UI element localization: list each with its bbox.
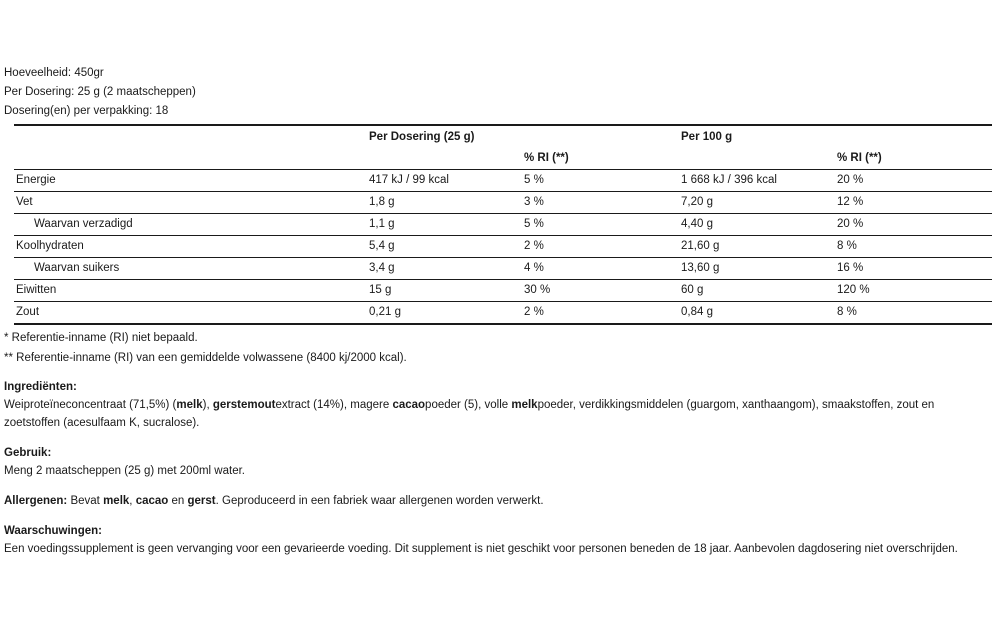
per100-ri: 20 % [835,214,992,236]
dose-ri: 4 % [522,258,679,280]
per100-ri: 12 % [835,192,992,214]
header-per-dose: Per Dosering (25 g) [367,125,679,148]
table-row [14,280,992,302]
table-row [14,236,992,258]
nutrient-name: Vet [14,192,367,214]
ingredients-title: Ingrediënten: [4,381,77,393]
per100-value: 4,40 g [679,214,835,236]
footnote-ri-reference: ** Referentie-inname (RI) van een gemiddelde volwassene (8400 kj/2000 kcal). [4,352,407,364]
quantity-line: Hoeveelheid: 450gr [4,67,104,79]
ingredients-text: Weiproteïneconcentraat (71,5%) (melk), gerstemoutextract (14%), magere cacaopoeder (5), volle melkpoeder, verdikkingsmiddelen (guargom, xanthaangom), smaakstoffen, zout en zoetstoffen (acesulfaam K, sucralose). [4,399,935,429]
header-dose-ri: % RI (**) [522,148,679,170]
allergens-title: Allergenen: [4,495,68,507]
nutrient-name: Waarvan verzadigd [14,214,367,236]
footnote-ri-not-set: * Referentie-inname (RI) niet bepaald. [4,332,198,344]
dose-value: 1,8 g [367,192,522,214]
table-subheader-row [14,148,992,170]
dose-value: 0,21 g [367,302,522,325]
table-row [14,258,992,280]
header-per100-ri: % RI (**) [835,148,992,170]
dose-ri: 3 % [522,192,679,214]
per100-ri: 120 % [835,280,992,302]
header-per-100: Per 100 g [679,125,992,148]
nutrient-name: Koolhydraten [14,236,367,258]
usage-title: Gebruik: [4,447,52,459]
dose-ri: 30 % [522,280,679,302]
per100-ri: 8 % [835,302,992,325]
table-row [14,302,992,325]
dose-ri: 5 % [522,170,679,192]
dose-ri: 5 % [522,214,679,236]
nutrient-name: Waarvan suikers [14,258,367,280]
per100-value: 0,84 g [679,302,835,325]
per100-value: 13,60 g [679,258,835,280]
nutrient-name: Zout [14,302,367,325]
nutrient-name: Energie [14,170,367,192]
table-header-row [14,125,992,148]
table-row [14,192,992,214]
dose-value: 15 g [367,280,522,302]
label-sections [4,378,989,558]
allergens-text: Allergenen: Bevat melk, cacao en gerst. Geproduceerd in een fabriek waar allergenen worden verwerkt. [4,495,544,507]
usage-text: Meng 2 maatscheppen (25 g) met 200ml water. [4,465,245,477]
per100-ri: 20 % [835,170,992,192]
per100-ri: 8 % [835,236,992,258]
dose-ri: 2 % [522,302,679,325]
per100-value: 1 668 kJ / 396 kcal [679,170,835,192]
dose-ri: 2 % [522,236,679,258]
dose-value: 5,4 g [367,236,522,258]
dose-value: 1,1 g [367,214,522,236]
table-row [14,214,992,236]
per100-value: 21,60 g [679,236,835,258]
nutrient-name: Eiwitten [14,280,367,302]
per-dose-line: Per Dosering: 25 g (2 maatscheppen) [4,86,196,98]
dose-value: 417 kJ / 99 kcal [367,170,522,192]
warnings-text: Een voedingssupplement is geen vervanging voor een gevarieerde voeding. Dit supplement is niet geschikt voor personen beneden de 18 jaar. Aanbevolen dagdosering niet overschrijden. [4,543,958,555]
per100-value: 60 g [679,280,835,302]
footnotes [4,328,407,368]
product-label [4,64,994,555]
per100-value: 7,20 g [679,192,835,214]
warnings-title: Waarschuwingen: [4,525,102,537]
per100-ri: 16 % [835,258,992,280]
header-empty [14,125,367,148]
nutrition-table [14,124,992,325]
dose-value: 3,4 g [367,258,522,280]
table-row [14,170,992,192]
doses-per-pack-line: Dosering(en) per verpakking: 18 [4,105,169,117]
